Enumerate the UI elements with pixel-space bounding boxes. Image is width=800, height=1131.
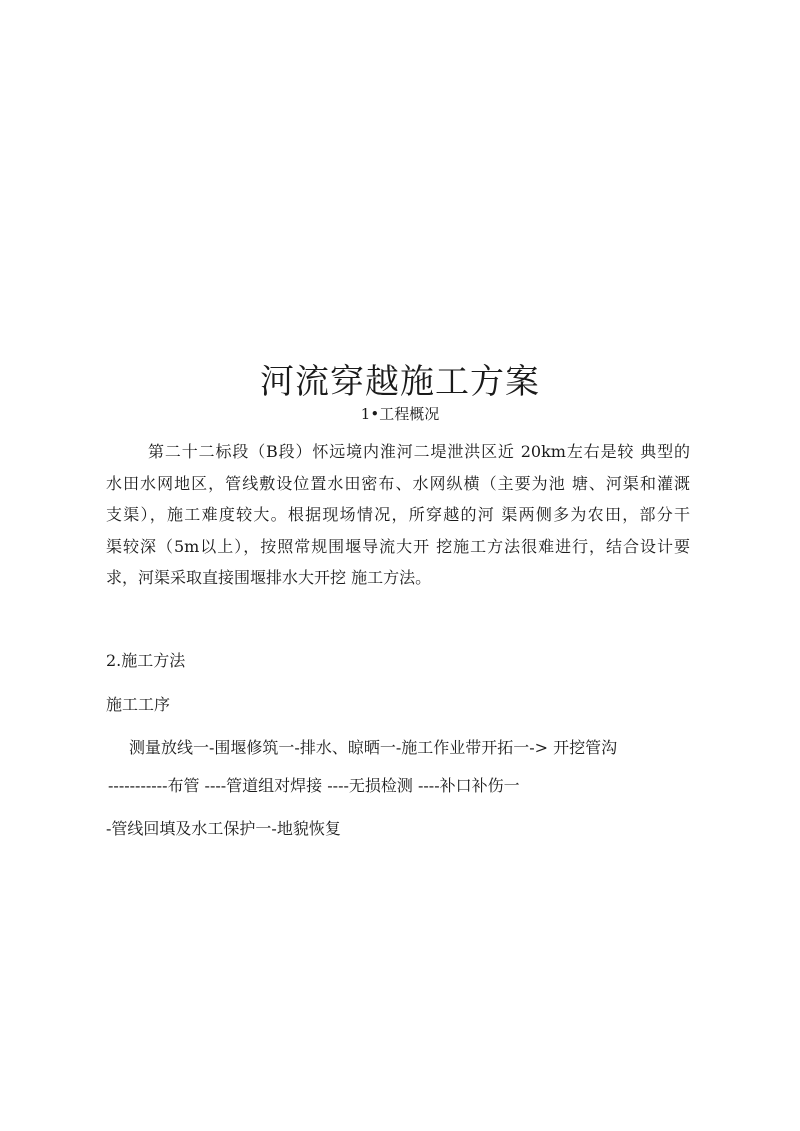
paragraph-line: 求，河渠采取直接围堰排水大开挖 施工方法。: [106, 568, 432, 587]
overview-paragraph: [106, 436, 690, 594]
document-title: 河流穿越施工方案: [260, 362, 540, 402]
paragraph-line: 水田水网地区，管线敷设位置水田密布、水网纵横（主要为池 塘、河渠和灌溉: [106, 473, 690, 493]
paragraph-line: 第二十二标段（B段）怀远境内淮河二堤泄洪区近 20km左右是较 典型的: [148, 442, 690, 461]
procedure-line: 测量放线一-围堰修筑一-排水、晾晒一-施工作业带开拓一-> 开挖管沟: [129, 738, 618, 757]
paragraph-line: 渠较深（5m以上），按照常规围堰导流大开 挖施工方法很难进行，结合设计要: [106, 536, 690, 556]
paragraph-line: 支渠），施工难度较大。根据现场情况，所穿越的河 渠两侧多为农田，部分干: [106, 505, 690, 524]
section-heading-method: 2.施工方法: [106, 651, 186, 670]
procedure-line: -管线回填及水工保护一-地貌恢复: [106, 819, 341, 838]
procedure-line: -----------布管 ----管道组对焊接 ----无损检测 ----补口补伤一: [108, 776, 520, 795]
procedure-heading: 施工工序: [106, 695, 171, 714]
section-heading-overview: 1•工程概况: [360, 405, 440, 423]
